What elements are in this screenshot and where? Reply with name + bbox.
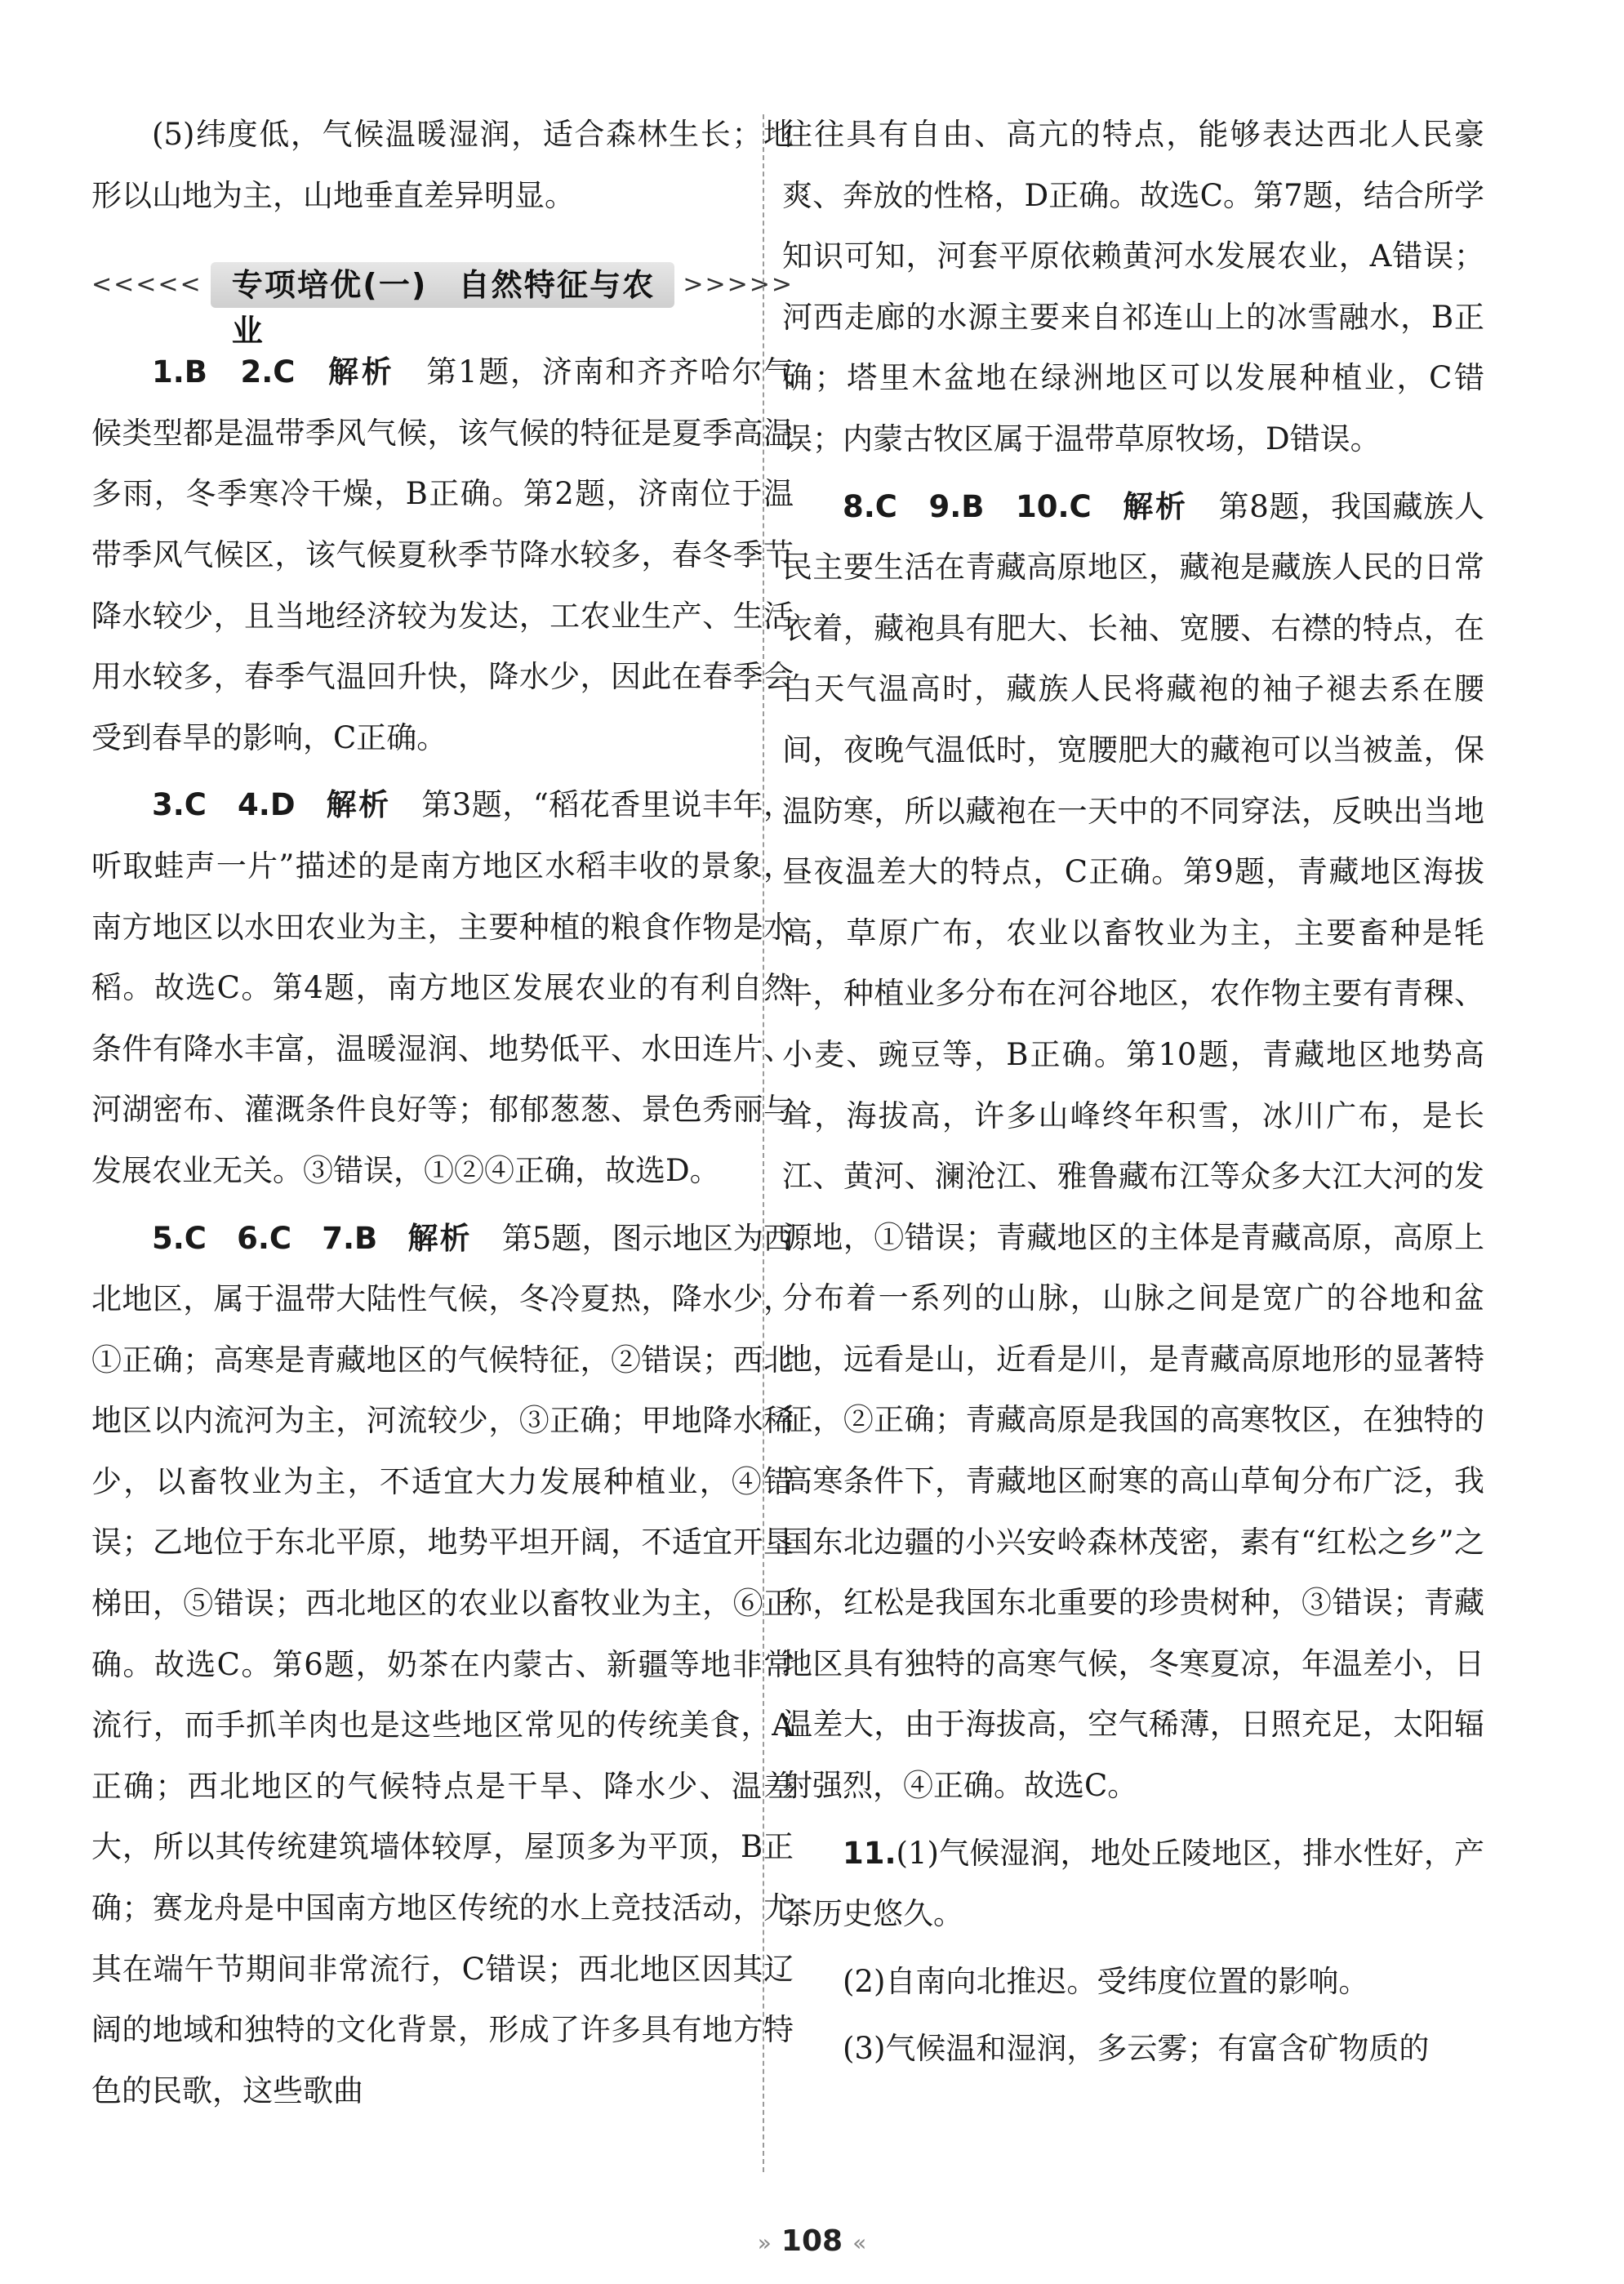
answer-text: (1)气候湿润，地处丘陵地区，排水性好，产茶历史悠久。 <box>782 1835 1484 1932</box>
answer-numbers: 11. <box>843 1835 897 1871</box>
answer-q8-q10 <box>782 477 1484 1817</box>
analysis-text: 第1题，济南和齐齐哈尔气候类型都是温带季风气候，该气候的特征是夏季高温多雨，冬季寒冷干燥，B正确。第2题，济南位于温带季风气候区，该气候夏秋季节降水较多，春冬季节降水较少，且当地经济较为发达，工农业生产、生活用水较多，春季气温回升快，降水少，因此在春季会受到春旱的影响，C正确。 <box>91 354 794 755</box>
answer-q11-part2: (2)自南向北推迟。受纬度位置的影响。 <box>843 1963 1369 1999</box>
analysis-text: 第3题，“稻花香里说丰年，听取蛙声一片”描述的是南方地区水稻丰收的景象，南方地区以水田农业为主，主要种植的粮食作物是水稻。故选C。第4题，南方地区发展农业的有利自然条件有降水丰富，温暖湿润、地势低平、水田连片、河湖密布、灌溉条件良好等；郁郁葱葱、景色秀丽与发展农业无关。③错误，①②④正确，故选D。 <box>91 787 794 1188</box>
footer-mark-right: « <box>852 2229 867 2256</box>
section-label: 专项培优(一) <box>231 267 426 304</box>
analysis-keyword: 解析 <box>1123 488 1188 524</box>
footer-mark-left: » <box>757 2229 772 2256</box>
answer-numbers: 3.C 4.D <box>152 787 296 823</box>
answer-q5-q7 <box>91 1209 794 2122</box>
section-arrows-right: >>>>> <box>683 269 794 299</box>
column-divider <box>763 114 764 2172</box>
section-title: 自然特征与农业 <box>231 267 654 350</box>
analysis-keyword: 解析 <box>326 787 391 823</box>
answer-numbers: 1.B 2.C <box>152 354 296 390</box>
answer-numbers: 5.C 6.C 7.B <box>152 1220 378 1256</box>
answer-q11-part1 <box>782 1823 1484 1945</box>
analysis-text: 第8题，我国藏族人民主要生活在青藏高原地区，藏袍是藏族人民的日常衣着，藏袍具有肥大、长袖、宽腰、右襟的特点，在白天气温高时，藏族人民将藏袍的袖子褪去系在腰间，夜晚气温低时，宽腰肥大的藏袍可以当被盖，保温防寒，所以藏袍在一天中的不同穿法，反映出当地昼夜温差大的特点，C正确。第9题，青藏地区海拔高，草原广布，农业以畜牧业为主，主要畜种是牦牛，种植业多分布在河谷地区，农作物主要有青稞、小麦、豌豆等，B正确。第10题，青藏地区地势高耸，海拔高，许多山峰终年积雪，冰川广布，是长江、黄河、澜沧江、雅鲁藏布江等众多大江大河的发源地，①错误；青藏地区的主体是青藏高原，高原上分布着一系列的山脉，山脉之间是宽广的谷地和盆地，远看是山，近看是川，是青藏高原地形的显著特征，②正确；青藏高原是我国的高寒牧区，在独特的高寒条件下，青藏地区耐寒的高山草甸分布广泛，我国东北边疆的小兴安岭森林茂密，素有“红松之乡”之称，红松是我国东北重要的珍贵树种，③错误；青藏地区具有独特的高寒气候，冬寒夏凉，年温差小，日温差大，由于海拔高，空气稀薄，日照充足，太阳辐射强烈，④正确。故选C。 <box>782 488 1485 1804</box>
answer-q11-part3: (3)气候温和湿润，多云雾；有富含矿物质的 <box>843 2031 1430 2067</box>
analysis-text: 第5题，图示地区为西北地区，属于温带大陆性气候，冬冷夏热，降水少，①正确；高寒是青藏地区的气候特征，②错误；西北地区以内流河为主，河流较少，③正确；甲地降水稀少，以畜牧业为主，不适宜大力发展种植业，④错误；乙地位于东北平原，地势平坦开阔，不适宜开垦梯田，⑤错误；西北地区的农业以畜牧业为主，⑥正确。故选C。第6题，奶茶在内蒙古、新疆等地非常流行，而手抓羊肉也是这些地区常见的传统美食，A正确；西北地区的气候特点是干旱、降水少、温差大，所以其传统建筑墙体较厚，屋顶多为平顶，B正确；赛龙舟是中国南方地区传统的水上竞技活动，尤其在端午节期间非常流行，C错误；西北地区因其辽阔的地域和独特的文化背景，形成了许多具有地方特色的民歌，这些歌曲 <box>91 1220 794 2108</box>
left-column <box>91 105 794 2128</box>
analysis-keyword: 解析 <box>327 354 395 390</box>
page-number: 108 <box>781 2224 843 2258</box>
answer-numbers: 8.C 9.B 10.C <box>843 488 1092 524</box>
section-band <box>211 262 675 350</box>
answer-q3-q4 <box>91 775 794 1201</box>
page-footer <box>0 2224 1624 2258</box>
intro-paragraph: (5)纬度低，气候温暖湿润，适合森林生长；地形以山地为主，山地垂直差异明显。 <box>91 117 794 213</box>
answer-q1-q2 <box>91 342 794 768</box>
section-heading <box>91 259 794 350</box>
continued-paragraph: 往往具有自由、高亢的特点，能够表达西北人民豪爽、奔放的性格，D正确。故选C。第7题，结合所学知识可知，河套平原依赖黄河水发展农业，A错误；河西走廊的水源主要来自祁连山上的冰雪融水，B正确；塔里木盆地在绿洲地区可以发展种植业，C错误；内蒙古牧区属于温带草原牧场，D错误。 <box>782 117 1484 456</box>
section-arrows-left: <<<<< <box>91 269 202 299</box>
right-column <box>782 105 1484 2086</box>
analysis-keyword: 解析 <box>407 1220 472 1256</box>
